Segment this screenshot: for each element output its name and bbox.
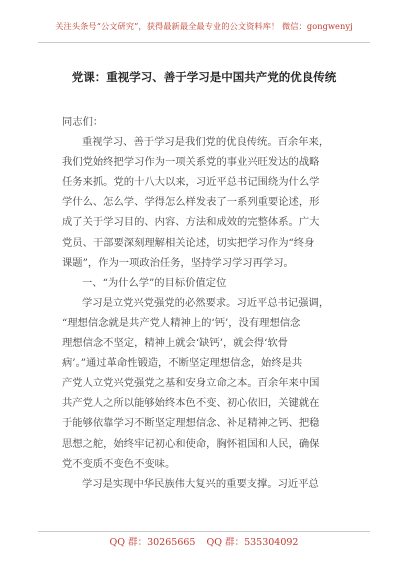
paragraph-line: 理想信念不坚定，精神上就会‘缺钙’，就会得‘软骨 xyxy=(62,337,289,350)
salutation: 同志们： xyxy=(62,116,104,128)
paragraph-line: 学习是实现中华民族伟大复兴的重要支撑。习近平总 xyxy=(82,477,319,490)
paragraph-line: 产党人立党兴党强党之基和安身立命之本。百余年来中国 xyxy=(62,377,320,390)
paragraph-line: 成了关于学习目的、内容、方法和成效的完整体系。广大 xyxy=(62,216,320,229)
header-banner: 关注头条号“公文研究”，获得最新最全最专业的公文资料库！ 微信：gongwenyj xyxy=(55,21,353,31)
paragraph-line: 于能够依靠学习不断坚定理想信念、补足精神之钙、把稳 xyxy=(62,417,320,430)
paragraph-line: 共产党人之所以能够始终本色不变、初心依旧，关键就在 xyxy=(62,397,320,410)
paragraph-line: 任务来抓。党的十八大以来，习近平总书记围绕为什么学 xyxy=(62,176,320,189)
paragraph-line: 学什么、怎么学、学得怎么样发表了一系列重要论述，形 xyxy=(62,196,320,209)
footer-contact xyxy=(0,534,408,548)
section-heading: 一、“为什么学”的目标价值定位 xyxy=(82,276,227,289)
footer-divider xyxy=(38,531,370,532)
qq-group-1: QQ 群：30265665 xyxy=(109,537,196,548)
paragraph-line: 党员、干部要深刻理解相关论述，切实把学习作为“终身 xyxy=(62,236,315,249)
paragraph-line: 思想之舵，始终牢记初心和使命，胸怀祖国和人民，确保 xyxy=(62,437,320,450)
qq-group-2: QQ 群：535304092 xyxy=(206,537,299,548)
document-title: 党课：重视学习、善于学习是中国共产党的优良传统 xyxy=(71,70,337,84)
paragraph-line: 课题”，作为一项政治任务，坚持学习学习再学习。 xyxy=(62,256,294,269)
header-divider xyxy=(38,42,370,43)
paragraph-line: 病’。”通过革命性锻造，不断坚定理想信念，始终是共 xyxy=(62,357,303,370)
paragraph-line: 我们党始终把学习作为一项关系党的事业兴旺发达的战略 xyxy=(62,156,320,169)
paragraph-line: “理想信念就是共产党人精神上的‘钙’，没有理想信念 xyxy=(62,316,301,329)
paragraph-line: 党不变质不变色不变味。 xyxy=(62,457,176,470)
document-body xyxy=(62,112,354,494)
paragraph-line: 重视学习、善于学习是我们党的优良传统。百余年来， xyxy=(82,136,330,149)
paragraph-line: 学习是立党兴党强党的必然要求。习近平总书记强调， xyxy=(82,296,330,309)
